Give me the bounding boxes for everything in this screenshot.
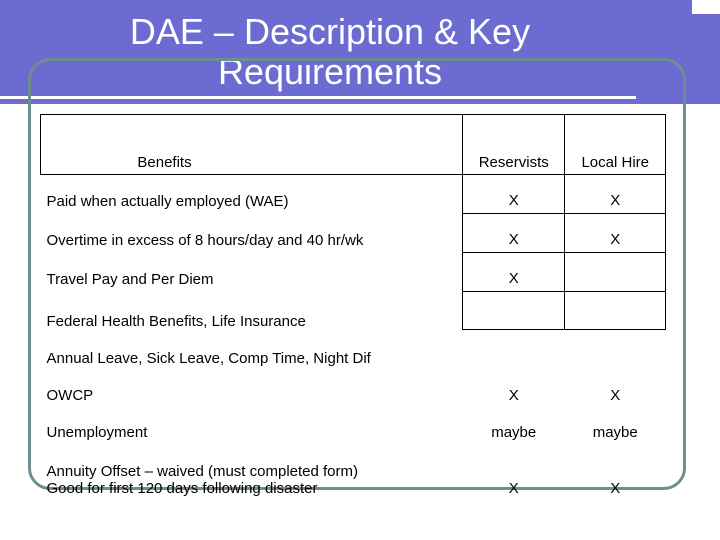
header-local-hire: Local Hire	[565, 115, 666, 175]
local-hire-cell: X	[610, 480, 621, 497]
local-hire-cell	[565, 253, 666, 292]
reservists-cell: X	[508, 480, 519, 497]
table-row	[41, 292, 666, 330]
header-benefits: Benefits	[41, 115, 463, 175]
benefit-cell: Federal Health Benefits, Life Insurance	[46, 312, 306, 330]
title-line-2: Requirements	[217, 51, 443, 92]
reservists-cell: maybe	[491, 424, 537, 441]
benefit-cell: Overtime in excess of 8 hours/day and 40 hr/wk	[46, 231, 364, 249]
title-line-1: DAE – Description & Key	[129, 11, 531, 52]
reservists-cell	[463, 292, 565, 330]
title-bar-extension	[692, 14, 720, 104]
benefit-cell-line-1: Annuity Offset – waived (must completed form)	[46, 463, 359, 480]
local-hire-cell: X	[565, 175, 666, 214]
reservists-cell	[463, 330, 565, 368]
local-hire-cell: maybe	[592, 424, 638, 441]
benefit-cell: Travel Pay and Per Diem	[46, 270, 214, 288]
benefit-cell: OWCP	[46, 387, 94, 404]
reservists-cell: X	[463, 175, 565, 214]
local-hire-cell: X	[610, 387, 621, 404]
local-hire-cell	[565, 292, 666, 330]
table-row	[41, 367, 666, 404]
local-hire-cell: X	[565, 214, 666, 253]
table-row	[41, 175, 666, 214]
benefit-cell-line-2: Good for first 120 days following disaster	[46, 480, 318, 497]
benefit-cell: Paid when actually employed (WAE)	[41, 175, 463, 214]
reservists-cell: X	[463, 214, 565, 253]
table-row	[41, 441, 666, 500]
benefits-table-container	[40, 114, 666, 497]
benefit-cell: Annual Leave, Sick Leave, Comp Time, Night Dif	[46, 350, 371, 367]
table-row	[41, 253, 666, 292]
benefit-cell: Unemployment	[46, 424, 148, 441]
benefits-table	[40, 114, 666, 500]
reservists-cell: X	[463, 253, 565, 292]
table-header-row	[41, 115, 666, 175]
table-row	[41, 214, 666, 253]
benefit-cell	[41, 441, 463, 500]
local-hire-cell	[565, 330, 666, 368]
table-row	[41, 330, 666, 368]
reservists-cell: X	[508, 387, 519, 404]
table-row	[41, 404, 666, 441]
header-reservists: Reservists	[463, 115, 565, 175]
